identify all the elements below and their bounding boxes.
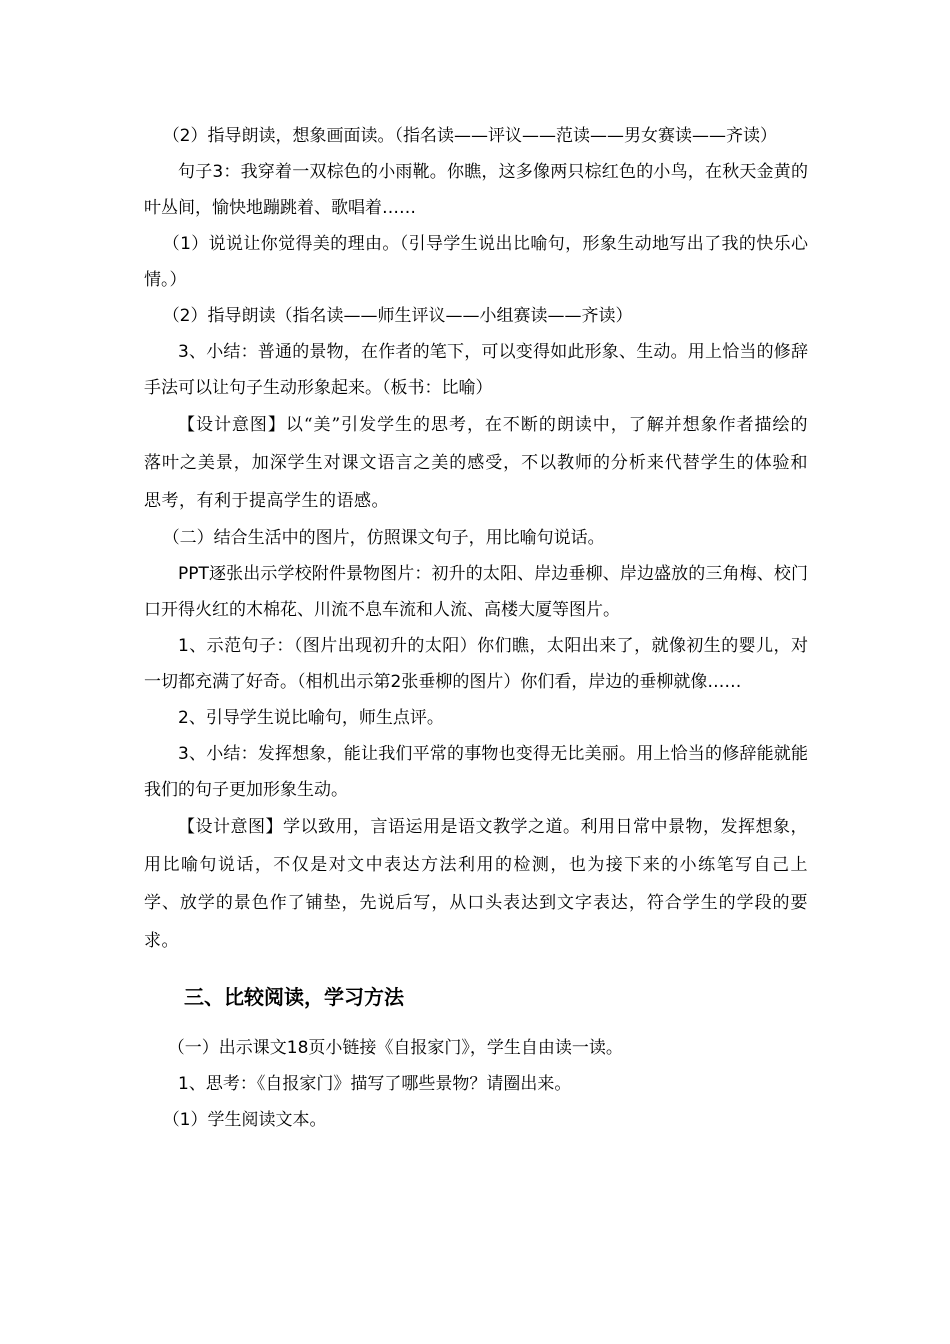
paragraph-sentence-3: 句子3：我穿着一双棕色的小雨靴。你瞧，这多像两只棕红色的小鸟，在秋天金黄的叶丛间，愉快地蹦跳着、歌唱着……	[144, 162, 808, 218]
paragraph-reason-discussion: （1）说说让你觉得美的理由。（引导学生说出比喻句，形象生动地写出了我的快乐心情。）	[144, 234, 808, 290]
paragraph-summary-2: 3、小结：发挥想象，能让我们平常的事物也变得无比美丽。用上恰当的修辞能就能我们的句子更加形象生动。	[144, 744, 808, 800]
paragraph-guide-metaphor: 2、引导学生说比喻句，师生点评。	[178, 708, 444, 728]
paragraph-think-question: 1、思考：《自报家门》描写了哪些景物？请圈出来。	[178, 1074, 572, 1094]
paragraph-guided-reading-1: （2）指导朗读，想象画面读。（指名读——评议——范读——男女赛读——齐读）	[162, 126, 778, 146]
paragraph-guided-reading-2: （2）指导朗读（指名读——师生评议——小组赛读——齐读）	[162, 306, 633, 326]
document-body	[144, 118, 808, 1138]
paragraph-student-reading: （1）学生阅读文本。	[162, 1110, 327, 1130]
paragraph-design-intent-1: 【设计意图】以“美”引发学生的思考，在不断的朗读中，了解并想象作者描绘的落叶之美景，加深学生对课文语言之美的感受，不以教师的分析来代替学生的体验和思考，有利于提高学生的语感。	[144, 415, 808, 511]
paragraph-section-2: （二）结合生活中的图片，仿照课文句子，用比喻句说话。	[162, 528, 605, 548]
paragraph-example-sentence: 1、示范句子：（图片出现初升的太阳）你们瞧，太阳出来了，就像初生的婴儿，对一切都充满了好奇。（相机出示第2张垂柳的图片）你们看，岸边的垂柳就像……	[144, 636, 808, 692]
paragraph-ppt-images: PPT逐张出示学校附件景物图片：初升的太阳、岸边垂柳、岸边盛放的三角梅、校门口开得火红的木棉花、川流不息车流和人流、高楼大厦等图片。	[144, 564, 808, 620]
paragraph-design-intent-2: 【设计意图】学以致用，言语运用是语文教学之道。利用日常中景物，发挥想象，用比喻句说话，不仅是对文中表达方法利用的检测，也为接下来的小练笔写自己上学、放学的景色作了铺垫，先说后写，从口头表达到文字表达，符合学生的学段的要求。	[144, 817, 808, 951]
section-heading: 三、比较阅读，学习方法	[184, 985, 404, 1009]
paragraph-summary-1: 3、小结：普通的景物，在作者的笔下，可以变得如此形象、生动。用上恰当的修辞手法可以让句子生动形象起来。（板书：比喻）	[144, 342, 808, 398]
paragraph-link-reading: （一）出示课文18页小链接《自报家门》，学生自由读一读。	[167, 1038, 623, 1058]
